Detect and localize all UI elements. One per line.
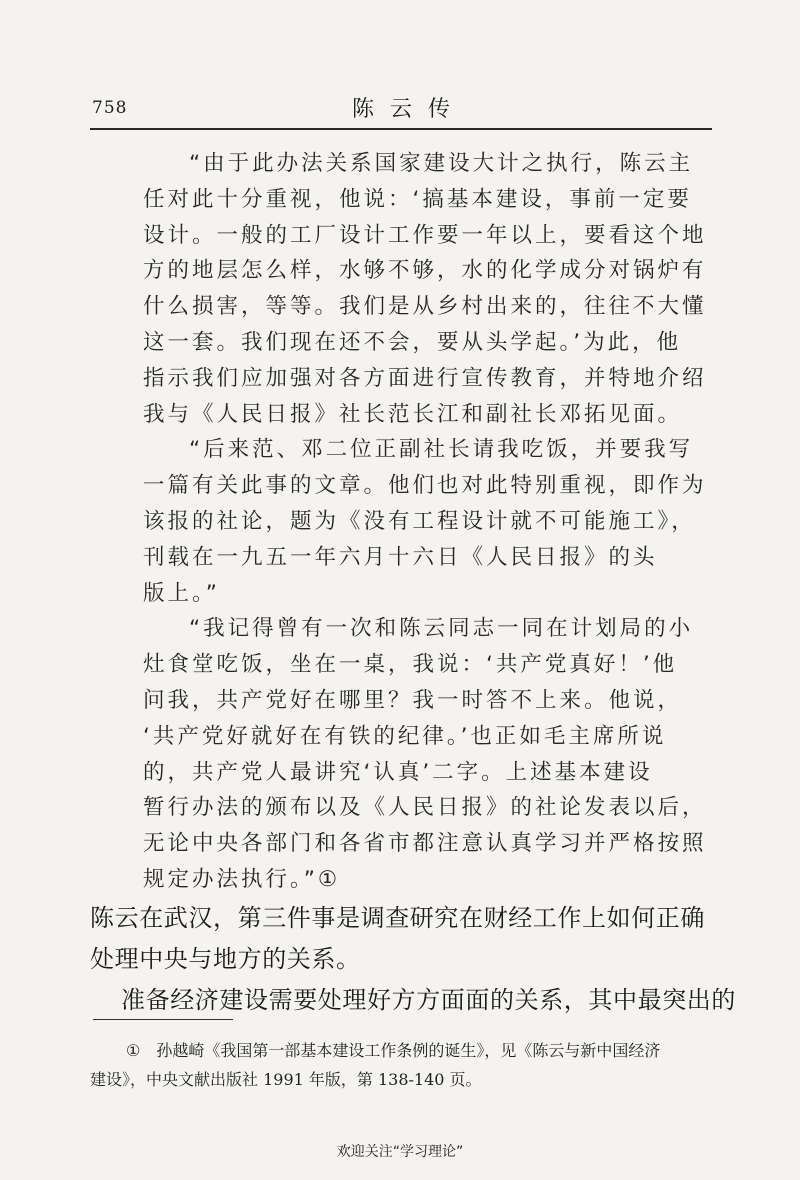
page-number: 758 — [92, 98, 128, 118]
footnote-line: 建设》，中央文献出版社 1991 年版，第 138-140 页。 — [90, 1070, 482, 1089]
page-header — [90, 92, 712, 132]
quote-line: 该报的社论，题为《没有工程设计就不可能施工》， — [143, 508, 696, 534]
watermark-caption: 欢迎关注“学习理论” — [336, 1144, 464, 1160]
quote-line: ‘共产党好就好在有铁的纪律。’也正如毛主席所说 — [143, 723, 667, 749]
quote-line: “我记得曾有一次和陈云同志一同在计划局的小 — [189, 616, 694, 642]
quoted-passage — [143, 146, 707, 898]
footnote-line — [90, 1036, 720, 1065]
header-rule — [90, 128, 712, 130]
quote-line: 刊载在一九五一年六月十六日《人民日报》的头 — [143, 544, 658, 570]
quote-line: 指示我们应加强对各方面进行宣传教育，并特地介绍 — [143, 365, 707, 391]
quote-line: “后来范、邓二位正副社长请我吃饭，并要我写 — [189, 437, 694, 463]
quote-line: 暂行办法的颁布以及《人民日报》的社论发表以后， — [143, 795, 707, 821]
quote-line: “由于此办法关系国家建设大计之执行，陈云主 — [189, 151, 694, 176]
quote-line: 版上。” — [143, 580, 220, 606]
quote-line: 的，共产党人最讲究‘认真’二字。上述基本建设 — [143, 759, 653, 785]
quote-line: 规定办法执行。”① — [143, 866, 341, 892]
body-line: 准备经济建设需要处理好方方面面的关系，其中最突出的 — [121, 986, 736, 1014]
quote-line: 方的地层怎么样，水够不够，水的化学成分对锅炉有 — [143, 258, 707, 284]
quote-line: 问我，共产党好在哪里？我一时答不上来。他说， — [143, 687, 683, 713]
quote-line: 我与《人民日报》社长范长江和副社长邓拓见面。 — [143, 401, 683, 427]
quote-line: 什么损害，等等。我们是从乡村出来的，往往不大懂 — [143, 294, 707, 320]
running-title: 陈云传 — [351, 97, 466, 122]
quote-line: 任对此十分重视，他说：‘搞基本建设，事前一定要 — [143, 186, 692, 212]
quote-line: 一篇有关此事的文章。他们也对此特别重视，即作为 — [143, 473, 707, 499]
body-line: 陈云在武汉，第三件事是调查研究在财经工作上如何正确 — [90, 904, 705, 932]
quote-line: 灶食堂吃饭，坐在一桌，我说：‘共产党真好！’他 — [143, 652, 678, 678]
footnote-text: 孙越崎《我国第一部基本建设工作条例的诞生》，见《陈云与新中国经济 — [156, 1041, 661, 1060]
body-text — [90, 898, 736, 1021]
body-line: 处理中央与地方的关系。 — [90, 945, 361, 973]
footnote — [90, 1036, 720, 1094]
quote-line: 这一套。我们现在还不会，要从头学起。’为此，他 — [143, 329, 682, 355]
quote-line: 无论中央各部门和各省市都注意认真学习并严格按照 — [143, 831, 707, 857]
quote-line: 设计。一般的工厂设计工作要一年以上，要看这个地 — [143, 222, 707, 248]
footnote-rule — [93, 1019, 233, 1020]
footnote-marker: ① — [126, 1041, 141, 1060]
